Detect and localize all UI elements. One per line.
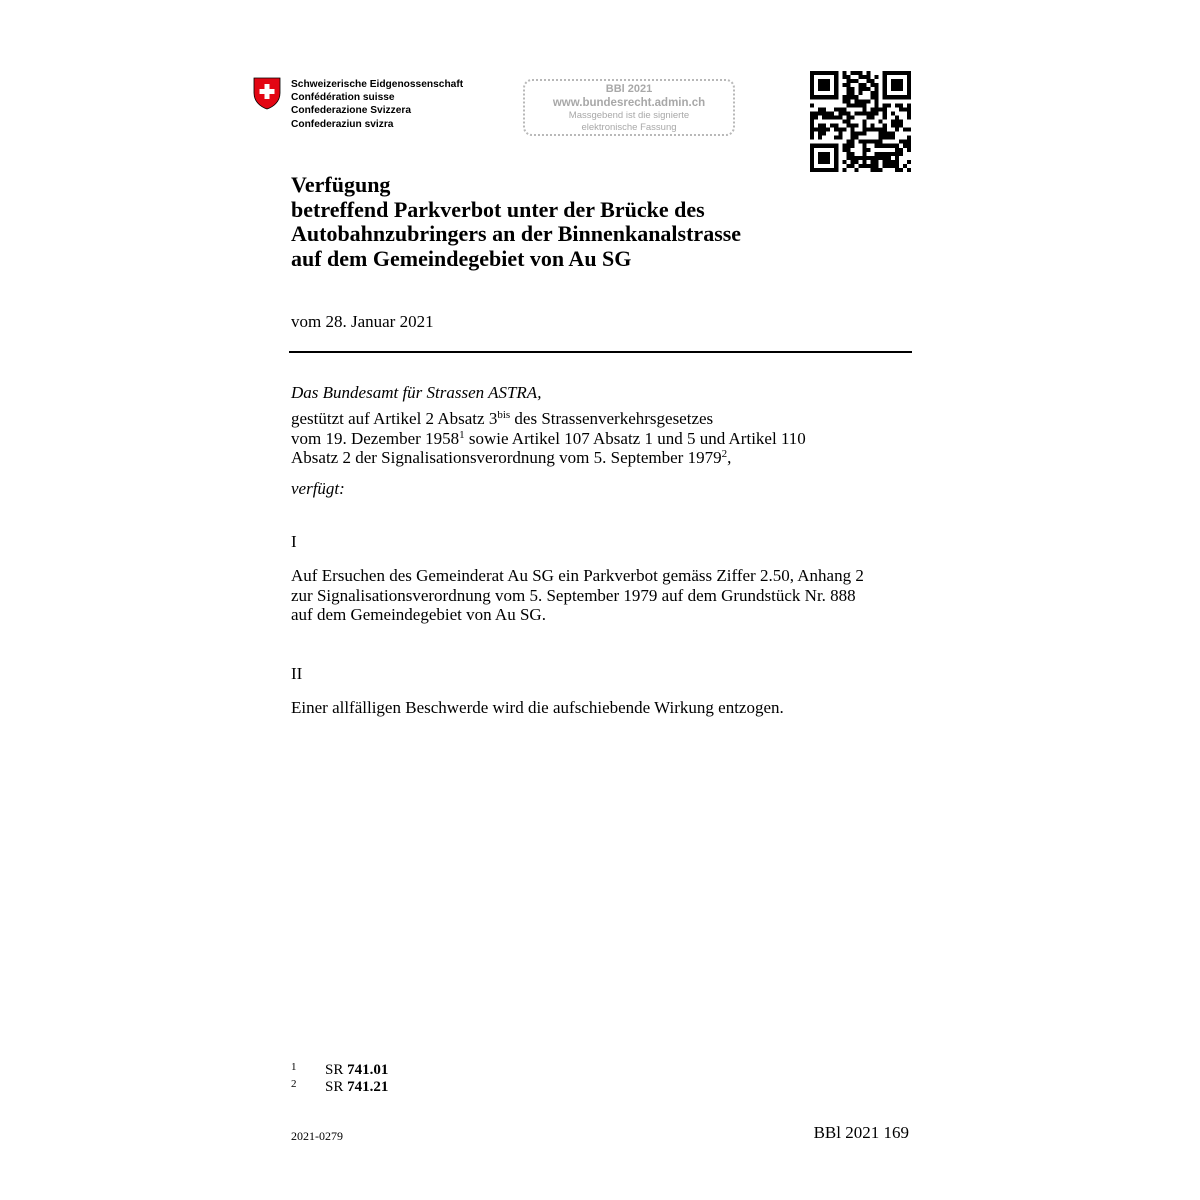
footnote-prefix: SR (325, 1062, 348, 1078)
stamp-line-4: elektronische Fassung (581, 121, 677, 133)
stamp-line-3: Massgebend ist die signierte (568, 110, 690, 121)
section-numeral-2: II (291, 664, 303, 683)
footnote-number: 1 (291, 1061, 297, 1073)
paragraph-line: auf dem Gemeindegebiet von Au SG. (291, 605, 546, 625)
section-numeral-1: I (291, 532, 297, 551)
text-run: gestützt auf Artikel 2 Absatz 3 (291, 409, 498, 428)
stamp-line-2: www.bundesrecht.admin.ch (552, 97, 706, 109)
confederation-names (291, 78, 463, 131)
text-run: des Strassenverkehrsgesetzes (510, 409, 714, 428)
document-title (291, 173, 741, 271)
text-run: Absatz 2 der Signalisationsverordnung vom 5. September 1979 (291, 448, 722, 468)
footnote-sr-number[interactable]: 741.01 (347, 1062, 389, 1078)
title-line: auf dem Gemeindegebiet von Au SG (291, 245, 632, 271)
paragraph-line: Auf Ersuchen des Gemeinderat Au SG ein Parkverbot gemäss Ziffer 2.50, Anhang 2 (291, 566, 864, 585)
swiss-coat-of-arms-icon (253, 77, 281, 110)
qr-code-icon (810, 71, 911, 172)
stamp-line-1: BBl 2021 (605, 83, 653, 95)
paragraph-line: Einer allfälligen Beschwerde wird die aufschiebende Wirkung entzogen. (291, 698, 784, 717)
section-2-text (291, 698, 784, 718)
footnote-ref-1[interactable]: 1 (459, 428, 465, 441)
legal-basis-line (291, 429, 806, 449)
confederation-name-it: Confederazione Svizzera (291, 105, 412, 117)
preamble-verb: verfügt: (291, 479, 345, 498)
superscript-bis: bis (497, 409, 511, 421)
footnote-ref-2[interactable]: 2 (721, 448, 728, 461)
paragraph-line: zur Signalisationsverordnung vom 5. September 1979 auf dem Grundstück Nr. 888 (291, 585, 856, 605)
title-line: betreffend Parkverbot unter der Brücke des (291, 196, 705, 222)
title-line: Autobahnzubringers an der Binnenkanalstrasse (291, 221, 742, 246)
legal-basis-line (291, 409, 806, 429)
confederation-name-fr: Confédération suisse (291, 92, 395, 104)
footnote-sr-number[interactable]: 741.21 (347, 1079, 389, 1095)
footnote-number: 2 (291, 1078, 297, 1090)
legal-basis-line (291, 448, 806, 468)
confederation-name-rm: Confederaziun svizra (291, 118, 394, 130)
footnote-prefix: SR (325, 1079, 348, 1095)
text-run: sowie Artikel 107 Absatz 1 und 5 und Artikel 110 (464, 428, 806, 448)
signature-stamp (523, 79, 735, 136)
text-run: vom 19. Dezember 1958 (291, 428, 460, 448)
page-reference: BBl 2021 169 (813, 1123, 909, 1142)
document-number: 2021-0279 (291, 1129, 343, 1143)
title-line: Verfügung (291, 172, 391, 197)
text-run: , (727, 448, 732, 468)
preamble-authority: Das Bundesamt für Strassen ASTRA, (291, 383, 542, 402)
confederation-name-de: Schweizerische Eidgenossenschaft (291, 79, 464, 90)
header-divider (289, 351, 912, 353)
document-date: vom 28. Januar 2021 (291, 312, 434, 331)
section-1-text (291, 566, 864, 625)
preamble-legal-basis (291, 409, 806, 468)
